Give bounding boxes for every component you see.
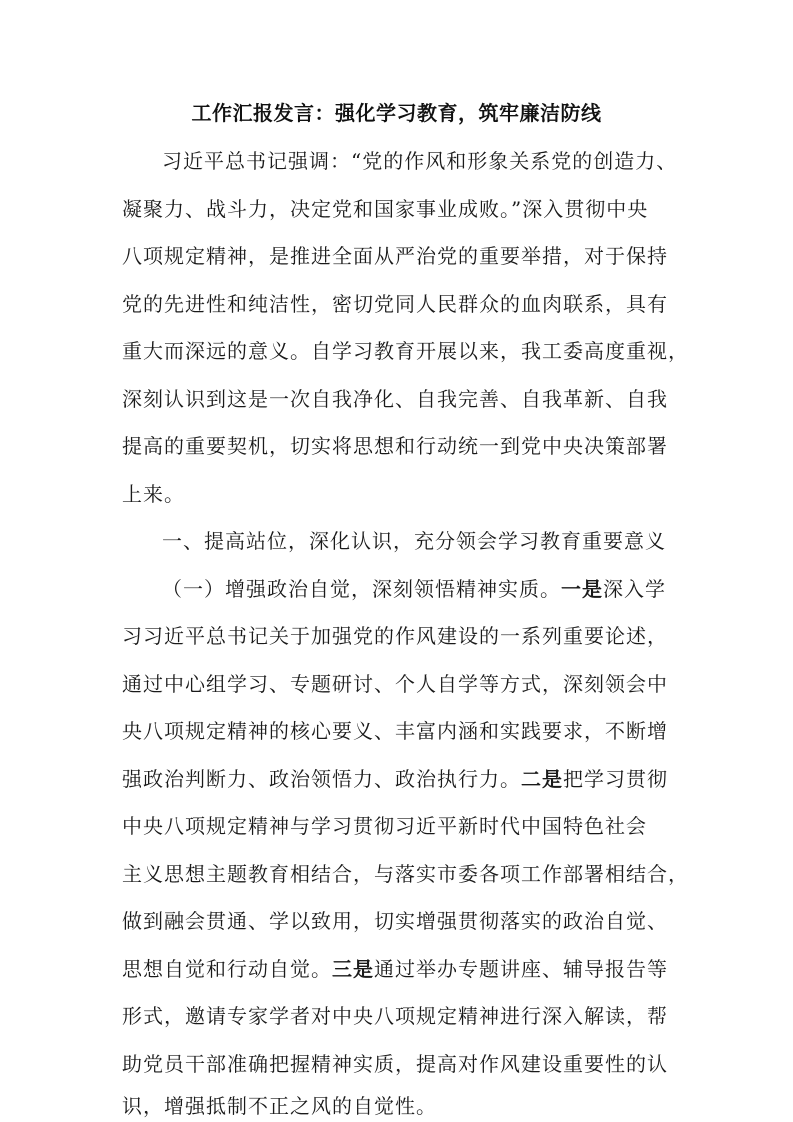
document-title: 工作汇报发言：强化学习教育，筑牢廉洁防线 <box>191 101 602 125</box>
paragraph-line: 通过中心组学习、专题研讨、个人自学等方式，深刻领会中 <box>122 672 668 696</box>
paragraph-line: 助党员干部准确把握精神实质，提高对作风建设重要性的认 <box>122 1052 668 1076</box>
section-heading: 一、提高站位，深化认识，充分领会学习教育重要意义 <box>162 529 666 553</box>
paragraph-line: 习近平总书记强调：“党的作风和形象关系党的创造力、 <box>162 149 678 173</box>
paragraph-text: 深入学 <box>603 577 666 601</box>
paragraph-line <box>122 764 668 794</box>
paragraph-line: 形式，邀请专家学者对中央八项规定精神进行深入解读，帮 <box>122 1004 668 1028</box>
paragraph-line <box>122 954 668 984</box>
paragraph-line: 央八项规定精神的核心要义、丰富内涵和实践要求，不断增 <box>122 719 668 743</box>
subsection-first-line <box>162 574 666 604</box>
paragraph-line: 做到融会贯通、学以致用，切实增强贯彻落实的政治自觉、 <box>122 909 668 933</box>
paragraph-line: 提高的重要契机，切实将思想和行动统一到党中央决策部署 <box>122 434 668 458</box>
paragraph-line: 重大而深远的意义。自学习教育开展以来，我工委高度重视， <box>122 339 689 363</box>
paragraph-line: 上来。 <box>122 482 185 506</box>
paragraph-line: 凝聚力、战斗力，决定党和国家事业成败。”深入贯彻中央 <box>122 197 649 221</box>
paragraph-line: 中央八项规定精神与学习贯彻习近平新时代中国特色社会 <box>122 814 647 838</box>
paragraph-text: 强政治判断力、政治领悟力、政治执行力。 <box>122 767 521 791</box>
paragraph-line: 深刻认识到这是一次自我净化、自我完善、自我革新、自我 <box>122 387 668 411</box>
paragraph-line: 党的先进性和纯洁性，密切党同人民群众的血肉联系，具有 <box>122 292 668 316</box>
paragraph-line: 八项规定精神，是推进全面从严治党的重要举措，对于保持 <box>122 244 668 268</box>
point-label-one: 一是 <box>561 577 603 601</box>
point-label-two: 二是 <box>521 767 563 791</box>
paragraph-text: 思想自觉和行动自觉。 <box>122 957 332 981</box>
paragraph-line: 习习近平总书记关于加强党的作风建设的一系列重要论述， <box>122 624 668 648</box>
paragraph-text: 通过举办专题讲座、辅导报告等 <box>374 957 668 981</box>
subsection-heading: （一）增强政治自觉，深刻领悟精神实质。 <box>162 577 561 601</box>
paragraph-line: 主义思想主题教育相结合，与落实市委各项工作部署相结合， <box>122 862 689 886</box>
paragraph-text: 把学习贯彻 <box>563 767 668 791</box>
point-label-three: 三是 <box>332 957 374 981</box>
paragraph-line: 识，增强抵制不正之风的自觉性。 <box>122 1094 437 1118</box>
